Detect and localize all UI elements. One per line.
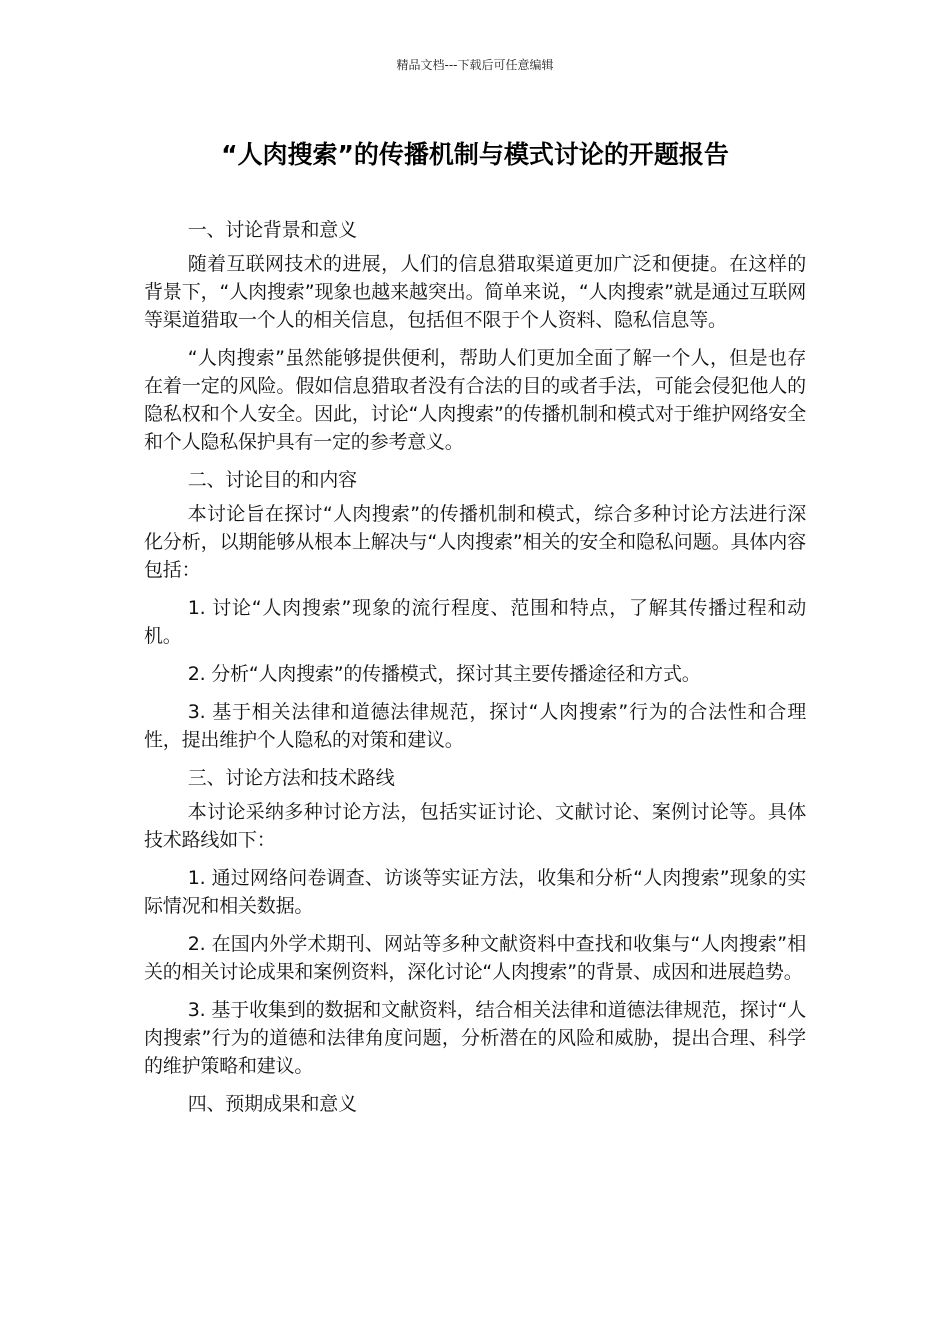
page-header-note: 精品文档---下载后可任意编辑: [396, 58, 554, 72]
section-heading-methods: 三、讨论方法和技术路线: [187, 767, 395, 789]
list-item: 2. 分析“人肉搜索”的传播模式，探讨其主要传播途径和方式。: [187, 663, 701, 685]
paragraph: 本讨论采纳多种讨论方法，包括实证讨论、文献讨论、案例讨论等。具体技术路线如下：: [144, 801, 806, 851]
document-title: “人肉搜索”的传播机制与模式讨论的开题报告: [221, 140, 729, 169]
list-item: 2. 在国内外学术期刊、网站等多种文献资料中查找和收集与“人肉搜索”相关的相关讨论成果和案例资料，深化讨论“人肉搜索”的背景、成因和进展趋势。: [144, 933, 806, 983]
section-heading-purpose: 二、讨论目的和内容: [187, 469, 357, 491]
list-item: 3. 基于收集到的数据和文献资料，结合相关法律和道德法律规范，探讨“人肉搜索”行为的道德和法律角度问题，分析潜在的风险和威胁，提出合理、科学的维护策略和建议。: [144, 999, 806, 1077]
list-item: 1. 通过网络问卷调查、访谈等实证方法，收集和分析“人肉搜索”现象的实际情况和相关数据。: [144, 867, 806, 917]
list-item: 3. 基于相关法律和道德法律规范，探讨“人肉搜索”行为的合法性和合理性，提出维护个人隐私的对策和建议。: [144, 701, 806, 751]
paragraph: 本讨论旨在探讨“人肉搜索”的传播机制和模式，综合多种讨论方法进行深化分析，以期能够从根本上解决与“人肉搜索”相关的安全和隐私问题。具体内容包括：: [144, 503, 806, 581]
list-item: 1. 讨论“人肉搜索”现象的流行程度、范围和特点，了解其传播过程和动机。: [144, 597, 806, 647]
paragraph: 随着互联网技术的进展，人们的信息猎取渠道更加广泛和便捷。在这样的背景下，“人肉搜索”现象也越来越突出。简单来说，“人肉搜索”就是通过互联网等渠道猎取一个人的相关信息，包括但不限于个人资料、隐私信息等。: [144, 253, 806, 331]
section-heading-outcomes: 四、预期成果和意义: [187, 1093, 357, 1115]
document-body: [144, 216, 806, 1124]
section-heading-background: 一、讨论背景和意义: [187, 219, 357, 241]
paragraph: “人肉搜索”虽然能够提供便利，帮助人们更加全面了解一个人，但是也存在着一定的风险。假如信息猎取者没有合法的目的或者手法，可能会侵犯他人的隐私权和个人安全。因此，讨论“人肉搜索”的传播机制和模式对于维护网络安全和个人隐私保护具有一定的参考意义。: [144, 347, 806, 453]
